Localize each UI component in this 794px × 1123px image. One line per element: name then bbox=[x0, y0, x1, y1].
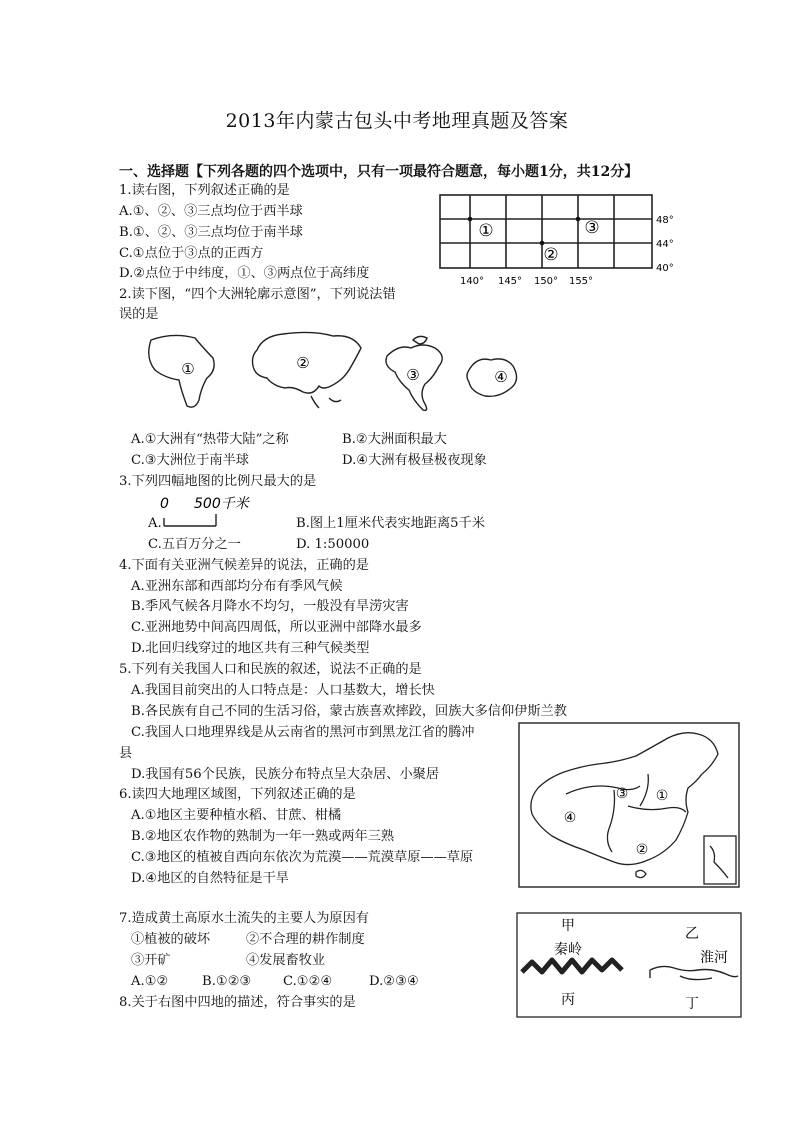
q3-option-a[interactable]: A. bbox=[148, 516, 162, 531]
q1-lat-48: 48° bbox=[656, 215, 674, 226]
q8-label-yi: 乙 bbox=[685, 926, 699, 942]
q5-option-d[interactable]: D.我国有56个民族，民族分布特点呈大杂居、小聚居 bbox=[131, 767, 440, 782]
q6-stem: 6.读四大地理区域图，下列叙述正确的是 bbox=[119, 787, 356, 802]
q6-option-a[interactable]: A.①地区主要种植水稻、甘蔗、柑橘 bbox=[131, 808, 342, 823]
q1-grid-map bbox=[438, 190, 688, 290]
q1-lon-140: 140° bbox=[459, 276, 485, 287]
q5-stem: 5.下列有关我国人口和民族的叙述，说法不正确的是 bbox=[119, 662, 422, 677]
q3-option-d[interactable]: D. 1:50000 bbox=[296, 537, 370, 552]
q3-scale-bar bbox=[158, 494, 258, 530]
continent-label-3: ③ bbox=[406, 366, 420, 384]
q1-lon-155: 155° bbox=[568, 276, 594, 287]
section-heading: 一、选择题【下列各题的四个选项中，只有一项最符合题意，每小题1分，共12分】 bbox=[119, 164, 639, 180]
q2-option-a[interactable]: A.①大洲有“热带大陆”之称 bbox=[131, 432, 289, 447]
q8-label-qinling: 秦岭 bbox=[554, 942, 582, 958]
q2-stem-line1: 2.读下图，“四个大洲轮廓示意图”，下列说法错 bbox=[119, 287, 396, 302]
continent-antarctica bbox=[467, 359, 517, 396]
q3-option-c[interactable]: C.五百万分之一 bbox=[148, 537, 241, 552]
q4-option-d[interactable]: D.北回归线穿过的地区共有三种气候类型 bbox=[131, 641, 370, 656]
q2-option-d[interactable]: D.④大洲有极昼极夜现象 bbox=[342, 453, 487, 468]
continent-label-1: ① bbox=[181, 360, 195, 378]
page-title: 2013年内蒙古包头中考地理真题及答案 bbox=[225, 110, 569, 132]
q1-option-d[interactable]: D.②点位于中纬度，①、③两点位于高纬度 bbox=[119, 266, 370, 281]
q5-option-b[interactable]: B.各民族有自己不同的生活习俗，蒙古族喜欢摔跤，回族大多信仰伊斯兰教 bbox=[131, 704, 567, 719]
q1-lat-40: 40° bbox=[656, 263, 674, 274]
q7-choice-1: ①植被的破坏 bbox=[131, 932, 211, 947]
q8-stem: 8.关于右图中四地的描述，符合事实的是 bbox=[119, 995, 356, 1010]
q4-stem: 4.下面有关亚洲气候差异的说法，正确的是 bbox=[119, 558, 369, 573]
q3-stem: 3.下列四幅地图的比例尺最大的是 bbox=[119, 474, 317, 489]
q6-china-regions-map bbox=[518, 722, 740, 888]
q1-lon-145: 145° bbox=[497, 276, 523, 287]
q6-option-d[interactable]: D.④地区的自然特征是干旱 bbox=[131, 871, 289, 886]
q2-stem-line2: 误的是 bbox=[119, 307, 159, 322]
q8-label-jia: 甲 bbox=[561, 918, 575, 934]
continent-label-4: ④ bbox=[494, 368, 508, 386]
q7-choice-3: ③开矿 bbox=[131, 953, 171, 968]
q1-option-b[interactable]: B.①、②、③三点均位于南半球 bbox=[119, 225, 303, 240]
q1-option-a[interactable]: A.①、②、③三点均位于西半球 bbox=[119, 204, 303, 219]
continent-label-2: ② bbox=[296, 354, 310, 372]
q8-label-ding: 丁 bbox=[685, 996, 699, 1012]
q7-option-a[interactable]: A.①② bbox=[131, 974, 169, 989]
q2-continents-figure bbox=[143, 330, 523, 426]
region-label-1: ① bbox=[655, 788, 669, 804]
q5-option-a[interactable]: A.我国目前突出的人口特点是：人口基数大，增长快 bbox=[131, 683, 435, 698]
q7-option-d[interactable]: D.②③④ bbox=[369, 974, 419, 989]
q4-option-b[interactable]: B.季风气候各月降水不均匀，一般没有旱涝灾害 bbox=[131, 599, 409, 614]
q1-option-c[interactable]: C.①点位于③点的正西方 bbox=[119, 246, 264, 261]
q6-option-c[interactable]: C.③地区的植被自西向东依次为荒漠——荒漠草原——草原 bbox=[131, 850, 474, 865]
region-label-3: ③ bbox=[615, 786, 629, 802]
q5-option-c[interactable]: C.我国人口地理界线是从云南省的黑河市到黑龙江省的腾冲 bbox=[131, 725, 475, 740]
q4-option-c[interactable]: C.亚洲地势中间高四周低，所以亚洲中部降水最多 bbox=[131, 620, 422, 635]
q3-scale-value: 500千米 bbox=[194, 496, 249, 512]
q7-stem: 7.造成黄土高原水土流失的主要人为原因有 bbox=[119, 911, 369, 926]
q6-option-b[interactable]: B.②地区农作物的熟制为一年一熟或两年三熟 bbox=[131, 829, 395, 844]
q8-qinling-huaihe-map bbox=[516, 912, 742, 1018]
q3-option-b[interactable]: B.图上1厘米代表实地距离5千米 bbox=[296, 516, 485, 531]
q1-lat-44: 44° bbox=[656, 239, 674, 250]
q8-label-huaihe: 淮河 bbox=[700, 950, 728, 966]
q1-point-3: ③ bbox=[584, 218, 600, 238]
q1-point-1: ① bbox=[478, 221, 494, 241]
region-label-2: ② bbox=[635, 842, 649, 858]
region-label-4: ④ bbox=[563, 810, 577, 826]
q3-scale-zero: 0 bbox=[160, 496, 169, 512]
q8-label-bing: 丙 bbox=[561, 992, 575, 1008]
q5-option-c-wrap: 县 bbox=[119, 746, 133, 761]
q1-stem: 1.读右图，下列叙述正确的是 bbox=[119, 183, 290, 198]
q7-option-c[interactable]: C.①②④ bbox=[283, 974, 333, 989]
q7-choice-2: ②不合理的耕作制度 bbox=[246, 932, 365, 947]
q7-option-b[interactable]: B.①②③ bbox=[202, 974, 252, 989]
q2-option-c[interactable]: C.③大洲位于南半球 bbox=[131, 453, 249, 468]
q2-option-b[interactable]: B.②大洲面积最大 bbox=[342, 432, 447, 447]
q1-lon-150: 150° bbox=[533, 276, 559, 287]
q1-point-2: ② bbox=[543, 245, 559, 265]
q7-choice-4: ④发展畜牧业 bbox=[246, 953, 326, 968]
q4-option-a[interactable]: A.亚洲东部和西部均分布有季风气候 bbox=[131, 579, 343, 594]
